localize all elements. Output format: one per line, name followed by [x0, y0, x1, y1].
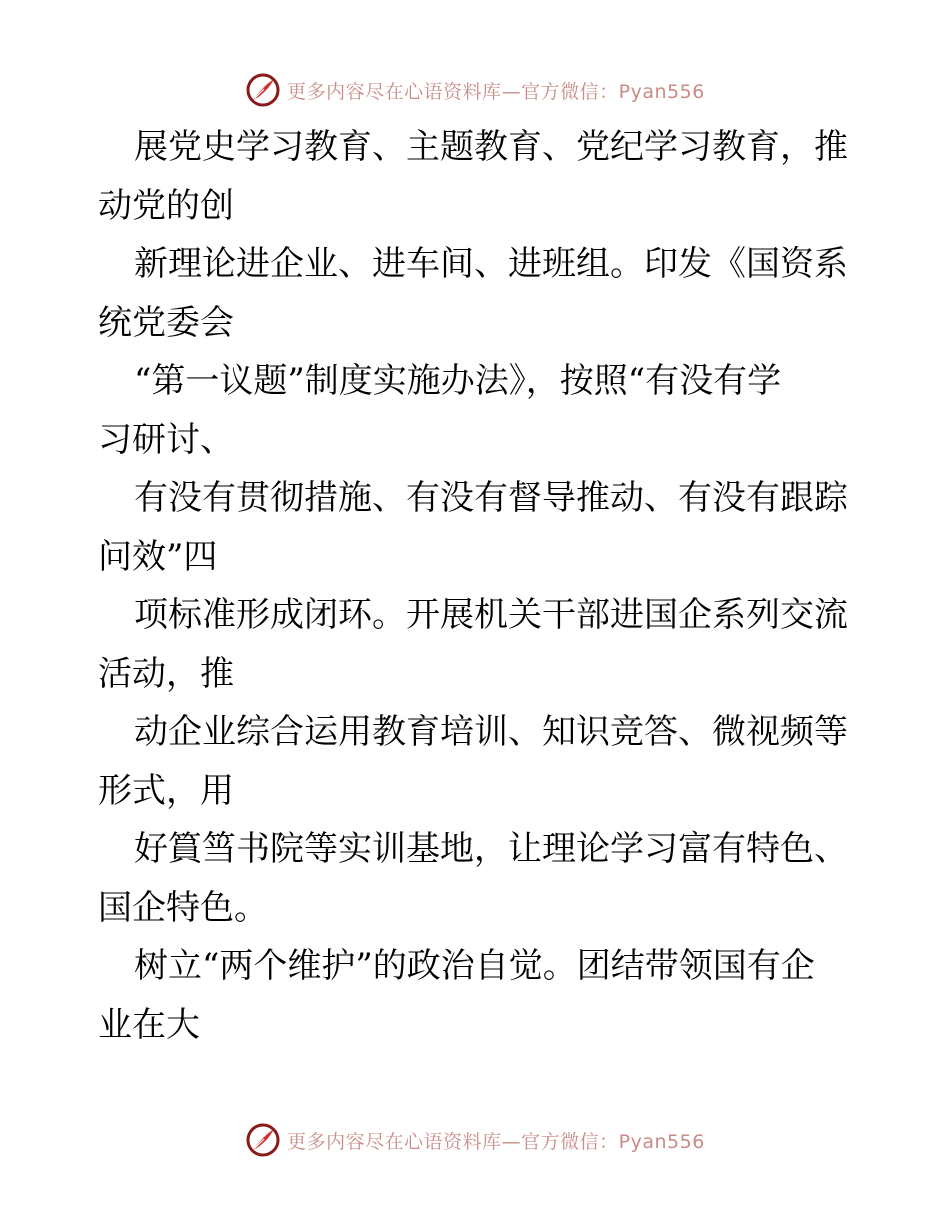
text-line: 新理论进企业、进车间、进班组。印发《国资系	[134, 244, 848, 284]
text-line: 动党的创	[98, 185, 234, 226]
document-body	[98, 118, 858, 1054]
quill-pen-logo-icon	[245, 1122, 281, 1158]
text-line: 习研讨、	[98, 419, 234, 460]
text-line: 好篔筜书院等实训基地，让理论学习富有特色、	[134, 829, 848, 869]
text-line: 活动，推	[98, 653, 234, 694]
watermark-text: 更多内容尽在心语资料库—官方微信：Pyan556	[287, 80, 705, 103]
text-line: 形式，用	[98, 770, 234, 811]
text-line: 问效”四	[98, 536, 218, 577]
header-watermark	[0, 70, 950, 110]
text-line: 有没有贯彻措施、有没有督导推动、有没有跟踪	[134, 478, 848, 518]
watermark-text: 更多内容尽在心语资料库—官方微信：Pyan556	[287, 1130, 705, 1153]
text-line: 统党委会	[98, 302, 234, 343]
text-line: 国企特色。	[98, 887, 268, 928]
text-line: 展党史学习教育、主题教育、党纪学习教育，推	[134, 127, 848, 167]
text-line: 业在大	[98, 1004, 200, 1045]
quill-pen-logo-icon	[245, 72, 281, 108]
text-line: “第一议题”制度实施办法》，按照“有没有学	[134, 361, 782, 401]
text-line: 动企业综合运用教育培训、知识竞答、微视频等	[134, 712, 848, 752]
footer-watermark	[0, 1120, 950, 1160]
text-line: 树立“两个维护”的政治自觉。团结带领国有企	[134, 946, 815, 986]
text-line: 项标准形成闭环。开展机关干部进国企系列交流	[134, 595, 848, 635]
